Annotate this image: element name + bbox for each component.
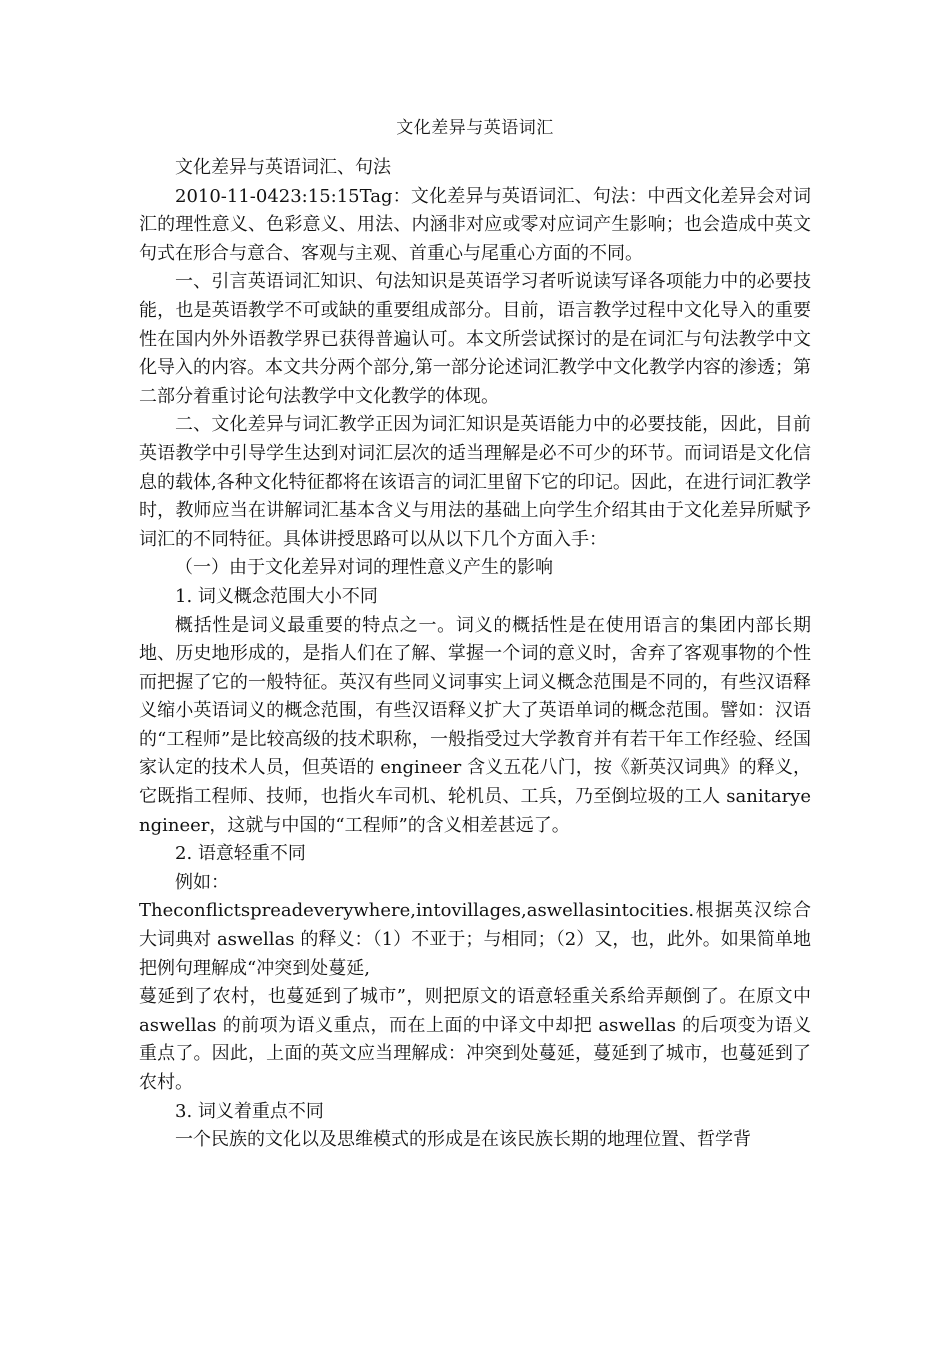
introduction-paragraph: 一、引言英语词汇知识、句法知识是英语学习者听说读写译各项能力中的必要技能，也是英语教学不可或缺的重要组成部分。目前，语言教学过程中文化导入的重要性在国内外外语教学界已获得普遍认可。本文所尝试探讨的是在词汇与句法教学中文化导入的内容。本文共分两个部分,第一部分论述词汇教学中文化教学内容的渗透；第二部分着重讨论句法教学中文化教学的体现。 [139,271,811,407]
body-paragraph: 概括性是词义最重要的特点之一。词义的概括性是在使用语言的集团内部长期地、历史地形成的，是指人们在了解、掌握一个词的意义时，舍弃了客观事物的个性而把握了它的一般特征。英汉有些同义词事实上词义概念范围是不同的，有些汉语释义缩小英语词义的概念范围，有些汉语释义扩大了英语单词的概念范围。譬如：汉语的“工程师”是比较高级的技术职称，一般指受过大学教育并有若干年工作经验、经国家认定的技术人员，但英语的 engineer 含义五花八门，按《新英汉词典》的释义，它既指工程师、技师，也指火车司机、轮机员、工兵，乃至倒垃圾的工人 sanitaryengineer，这就与中国的“工程师”的含义相差甚远了。 [139,614,811,836]
document-title: 文化差异与英语词汇 [396,118,554,138]
example-continuation-paragraph: 蔓延到了农村，也蔓延到了城市”，则把原文的语意轻重关系给弄颠倒了。在原文中 aswellas 的前项为语义重点，而在上面的中译文中却把 aswellas 的后项变为语义重点了。因此，上面的英文应当理解成：冲突到处蔓延，蔓延到了城市，也蔓延到了农村。 [139,986,811,1093]
example-label: 例如： [175,871,229,893]
point-heading-1: 1. 词义概念范围大小不同 [175,585,378,607]
example-paragraph: Theconflictspreadeverywhere,intovillages,aswellasintocities.根据英汉综合大词典对 aswellas 的释义：（1）不亚于；与相同；（2）又，也，此外。如果简单地把例句理解成“冲突到处蔓延, [139,900,811,979]
point-heading-3: 3. 词义着重点不同 [175,1100,324,1122]
document-body [139,154,811,1155]
tag-paragraph: 2010-11-0423:15:15Tag：文化差异与英语词汇、句法：中西文化差异会对词汇的理性意义、色彩意义、用法、内涵非对应或零对应词产生影响；也会造成中英文句式在形合与意合、客观与主观、首重心与尾重心方面的不同。 [139,185,811,264]
section-two-paragraph: 二、文化差异与词汇教学正因为词汇知识是英语能力中的必要技能，因此，目前英语教学中引导学生达到对词汇层次的适当理解是必不可少的环节。而词语是文化信息的载体,各种文化特征都将在该语言的词汇里留下它的印记。因此，在进行词汇教学时，教师应当在讲解词汇基本含义与用法的基础上向学生介绍其由于文化差异所赋予词汇的不同特征。具体讲授思路可以从以下几个方面入手： [139,414,811,550]
subsection-heading: （一）由于文化差异对词的理性意义产生的影响 [175,557,553,579]
subtitle-paragraph: 文化差异与英语词汇、句法 [175,157,391,178]
body-paragraph-last: 一个民族的文化以及思维模式的形成是在该民族长期的地理位置、哲学背 [175,1129,751,1151]
point-heading-2: 2. 语意轻重不同 [175,843,306,865]
